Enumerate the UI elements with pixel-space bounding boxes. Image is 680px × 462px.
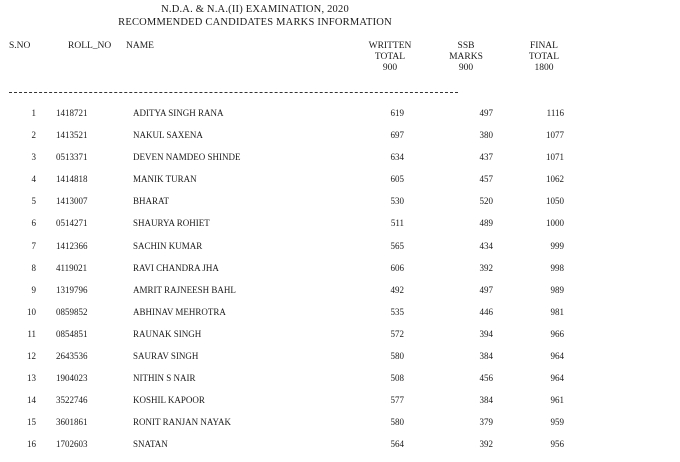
table-row bbox=[0, 196, 680, 218]
row-roll-no: 2643536 bbox=[56, 351, 88, 362]
table-row bbox=[0, 395, 680, 417]
row-sno: 5 bbox=[31, 196, 36, 207]
row-sno: 16 bbox=[27, 439, 36, 450]
row-final-total: 998 bbox=[550, 262, 564, 273]
row-final-total: 964 bbox=[550, 351, 564, 362]
row-roll-no: 0859852 bbox=[56, 306, 88, 317]
row-roll-no: 1904023 bbox=[56, 373, 88, 384]
row-roll-no: 1413521 bbox=[56, 130, 88, 141]
row-written-total: 634 bbox=[390, 152, 404, 163]
row-sno: 14 bbox=[27, 395, 36, 406]
table-row bbox=[0, 417, 680, 439]
row-ssb-marks: 497 bbox=[479, 284, 493, 295]
row-sno: 9 bbox=[31, 284, 36, 295]
row-final-total: 1116 bbox=[546, 108, 564, 118]
table-row bbox=[0, 351, 680, 373]
row-sno: 11 bbox=[27, 328, 36, 339]
row-sno: 4 bbox=[31, 174, 36, 185]
document-subtitle: RECOMMENDED CANDIDATES MARKS INFORMATION bbox=[118, 17, 392, 28]
row-sno: 13 bbox=[27, 373, 36, 384]
row-written-total: 619 bbox=[390, 108, 404, 118]
row-roll-no: 3522746 bbox=[56, 395, 88, 406]
row-roll-no: 0513371 bbox=[56, 152, 88, 163]
row-written-total: 606 bbox=[390, 262, 404, 273]
row-sno: 6 bbox=[31, 218, 36, 229]
row-name: SHAURYA ROHIET bbox=[133, 218, 210, 229]
table-row bbox=[0, 263, 680, 285]
row-ssb-marks: 384 bbox=[479, 395, 493, 406]
column-header-ssb-line3: 900 bbox=[458, 63, 474, 73]
row-final-total: 1077 bbox=[546, 130, 564, 141]
row-ssb-marks: 497 bbox=[479, 108, 493, 118]
table-row bbox=[0, 108, 680, 130]
row-name: MANIK TURAN bbox=[133, 174, 197, 185]
table-row bbox=[0, 307, 680, 329]
row-written-total: 508 bbox=[390, 373, 404, 384]
row-roll-no: 1319796 bbox=[56, 284, 88, 295]
row-name: SAURAV SINGH bbox=[133, 351, 199, 362]
row-name: BHARAT bbox=[133, 196, 170, 207]
row-roll-no: 1414818 bbox=[56, 174, 88, 185]
row-sno: 15 bbox=[27, 417, 36, 428]
column-header-sno: S.NO bbox=[9, 41, 31, 51]
row-final-total: 961 bbox=[550, 395, 564, 406]
row-ssb-marks: 457 bbox=[479, 174, 493, 185]
table-row bbox=[0, 218, 680, 240]
column-header-name: NAME bbox=[126, 41, 154, 51]
row-sno: 2 bbox=[31, 130, 36, 141]
row-written-total: 697 bbox=[390, 130, 404, 141]
table-row bbox=[0, 329, 680, 351]
row-final-total: 1062 bbox=[546, 174, 564, 185]
row-ssb-marks: 384 bbox=[479, 351, 493, 362]
row-ssb-marks: 446 bbox=[479, 306, 493, 317]
row-sno: 10 bbox=[27, 306, 36, 317]
row-final-total: 981 bbox=[550, 306, 564, 317]
table-row bbox=[0, 373, 680, 395]
row-ssb-marks: 434 bbox=[479, 240, 493, 251]
column-header-final-line1: FINAL bbox=[530, 41, 558, 51]
row-final-total: 1050 bbox=[546, 196, 564, 207]
row-roll-no: 1418721 bbox=[56, 108, 88, 118]
row-final-total: 966 bbox=[550, 328, 564, 339]
row-final-total: 956 bbox=[550, 439, 564, 450]
column-header-written-line1: WRITTEN bbox=[368, 41, 412, 51]
row-written-total: 580 bbox=[390, 351, 404, 362]
row-name: DEVEN NAMDEO SHINDE bbox=[133, 152, 241, 163]
row-ssb-marks: 380 bbox=[479, 130, 493, 141]
table-row bbox=[0, 130, 680, 152]
row-written-total: 577 bbox=[390, 395, 404, 406]
row-final-total: 959 bbox=[550, 417, 564, 428]
row-roll-no: 3601861 bbox=[56, 417, 88, 428]
row-sno: 1 bbox=[31, 108, 36, 118]
column-header-written-line2: TOTAL bbox=[374, 52, 406, 62]
candidates-table-body bbox=[0, 108, 680, 462]
table-row bbox=[0, 152, 680, 174]
row-sno: 3 bbox=[31, 152, 36, 163]
row-ssb-marks: 394 bbox=[479, 328, 493, 339]
row-name: RAVI CHANDRA JHA bbox=[133, 262, 219, 273]
column-header-written-total bbox=[360, 41, 420, 74]
row-ssb-marks: 437 bbox=[479, 152, 493, 163]
row-name: KOSHIL KAPOOR bbox=[133, 395, 205, 406]
row-final-total: 999 bbox=[550, 240, 564, 251]
row-roll-no: 1412366 bbox=[56, 240, 88, 251]
row-final-total: 964 bbox=[550, 373, 564, 384]
row-name: NITHIN S NAIR bbox=[133, 373, 196, 384]
row-sno: 12 bbox=[27, 351, 36, 362]
column-header-roll-no: ROLL_NO bbox=[68, 41, 112, 51]
document-title: N.D.A. & N.A.(II) EXAMINATION, 2020 bbox=[161, 4, 349, 15]
column-header-ssb-line1: SSB bbox=[457, 41, 475, 51]
row-written-total: 535 bbox=[390, 306, 404, 317]
column-header-final-line3: 1800 bbox=[534, 63, 554, 73]
row-ssb-marks: 379 bbox=[479, 417, 493, 428]
row-final-total: 989 bbox=[550, 284, 564, 295]
column-header-final-line2: TOTAL bbox=[528, 52, 560, 62]
row-name: RONIT RANJAN NAYAK bbox=[133, 417, 232, 428]
row-name: ADITYA SINGH RANA bbox=[133, 108, 224, 118]
row-written-total: 511 bbox=[390, 218, 404, 229]
row-written-total: 530 bbox=[390, 196, 404, 207]
row-roll-no: 1413007 bbox=[56, 196, 88, 207]
row-ssb-marks: 392 bbox=[479, 262, 493, 273]
row-written-total: 492 bbox=[390, 284, 404, 295]
row-ssb-marks: 489 bbox=[479, 218, 493, 229]
row-written-total: 564 bbox=[390, 439, 404, 450]
column-header-ssb-line2: MARKS bbox=[449, 52, 483, 62]
row-ssb-marks: 520 bbox=[479, 196, 493, 207]
row-name: ABHINAV MEHROTRA bbox=[133, 306, 226, 317]
row-written-total: 565 bbox=[390, 240, 404, 251]
column-header-written-line3: 900 bbox=[382, 63, 398, 73]
row-name: RAUNAK SINGH bbox=[133, 328, 202, 339]
row-written-total: 572 bbox=[390, 328, 404, 339]
row-name: SNATAN bbox=[133, 439, 168, 450]
row-sno: 8 bbox=[31, 262, 36, 273]
column-header-ssb-marks bbox=[436, 41, 496, 74]
row-final-total: 1000 bbox=[546, 218, 564, 229]
row-written-total: 580 bbox=[390, 417, 404, 428]
table-row bbox=[0, 174, 680, 196]
row-name: NAKUL SAXENA bbox=[133, 130, 203, 141]
row-sno: 7 bbox=[31, 240, 36, 251]
row-name: AMRIT RAJNEESH BAHL bbox=[133, 284, 236, 295]
table-row bbox=[0, 285, 680, 307]
column-header-final-total bbox=[514, 41, 574, 74]
row-written-total: 605 bbox=[390, 174, 404, 185]
row-ssb-marks: 456 bbox=[479, 373, 493, 384]
row-roll-no: 0514271 bbox=[56, 218, 88, 229]
header-divider bbox=[9, 92, 458, 93]
row-final-total: 1071 bbox=[546, 152, 564, 163]
row-roll-no: 0854851 bbox=[56, 328, 88, 339]
row-ssb-marks: 392 bbox=[479, 439, 493, 450]
row-roll-no: 4119021 bbox=[56, 262, 88, 273]
row-roll-no: 1702603 bbox=[56, 439, 88, 450]
table-row bbox=[0, 241, 680, 263]
row-name: SACHIN KUMAR bbox=[133, 240, 203, 251]
table-row bbox=[0, 439, 680, 461]
